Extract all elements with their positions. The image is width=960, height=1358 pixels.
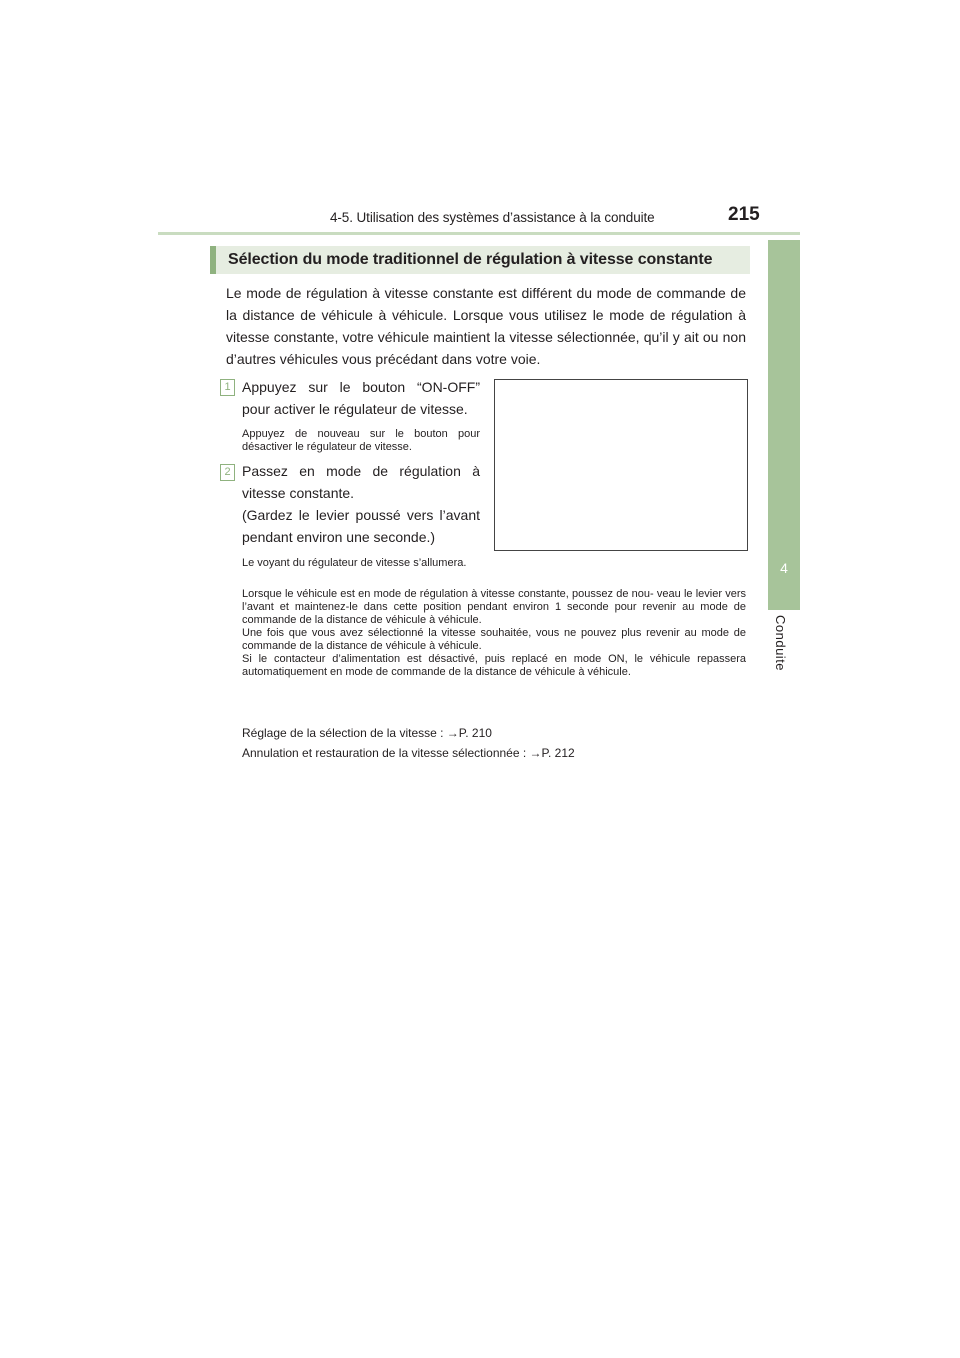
step-2-text: Passez en mode de régulation à vitesse constante.	[242, 463, 480, 501]
notes-block	[242, 588, 746, 679]
reference-page-link[interactable]: P. 210	[458, 726, 492, 740]
arrow-right-icon: →	[446, 726, 459, 740]
chapter-side-tab	[768, 240, 800, 610]
step-1-badge: 1	[220, 379, 235, 396]
reference-page-link[interactable]: P. 212	[541, 746, 575, 760]
step-2-badge: 2	[220, 464, 235, 481]
chapter-label: Conduite	[773, 615, 788, 672]
note-paragraph: Une fois que vous avez sélectionné la vitesse souhaitée, vous ne pouvez plus revenir au mode de commande de la distance de véhicule à véhicule.	[242, 627, 746, 652]
section-intro: Le mode de régulation à vitesse constante est différent du mode de commande de la distance de véhicule à véhicule. Lorsque vous utilisez le mode de régulation à vitesse constante, votre véhicule maintient la vitesse sélectionnée, qu’il y ait ou non d’autres véhicules vous précédant dans votre voie.	[226, 285, 746, 367]
header-rule	[158, 232, 800, 235]
page-number: 215	[728, 204, 760, 225]
chapter-number: 4	[780, 560, 788, 576]
header-section-title: 4-5. Utilisation des systèmes d’assistance à la conduite	[330, 210, 655, 225]
note-paragraph: Si le contacteur d’alimentation est désactivé, puis replacé en mode ON, le véhicule repassera automatiquement en mode de commande de la distance de véhicule à véhicule.	[242, 653, 746, 678]
note-paragraph: Lorsque le véhicule est en mode de régulation à vitesse constante, poussez de nou- veau le levier vers l’avant et maintenez-le dans cette position pendant environ 1 seconde pour revenir au mode de commande de la distance de véhicule à véhicule.	[242, 588, 746, 626]
reference-label: Réglage de la sélection de la vitesse :	[242, 726, 447, 740]
step-2-note: Le voyant du régulateur de vitesse s’allumera.	[242, 557, 467, 569]
reference-cancel-resume	[242, 746, 575, 761]
reference-label: Annulation et restauration de la vitesse sélectionnée :	[242, 746, 530, 760]
illustration-frame	[494, 379, 748, 551]
section-heading: Sélection du mode traditionnel de régulation à vitesse constante	[210, 246, 750, 274]
arrow-right-icon: →	[529, 746, 542, 760]
step-1-text: Appuyez sur le bouton “ON-OFF” pour activer le régulateur de vitesse.	[242, 379, 480, 417]
reference-speed-setting	[242, 726, 492, 741]
step-2-text-continued: (Gardez le levier poussé vers l’avant pendant environ une seconde.)	[242, 507, 480, 545]
step-1-note: Appuyez de nouveau sur le bouton pour désactiver le régulateur de vitesse.	[242, 428, 480, 453]
